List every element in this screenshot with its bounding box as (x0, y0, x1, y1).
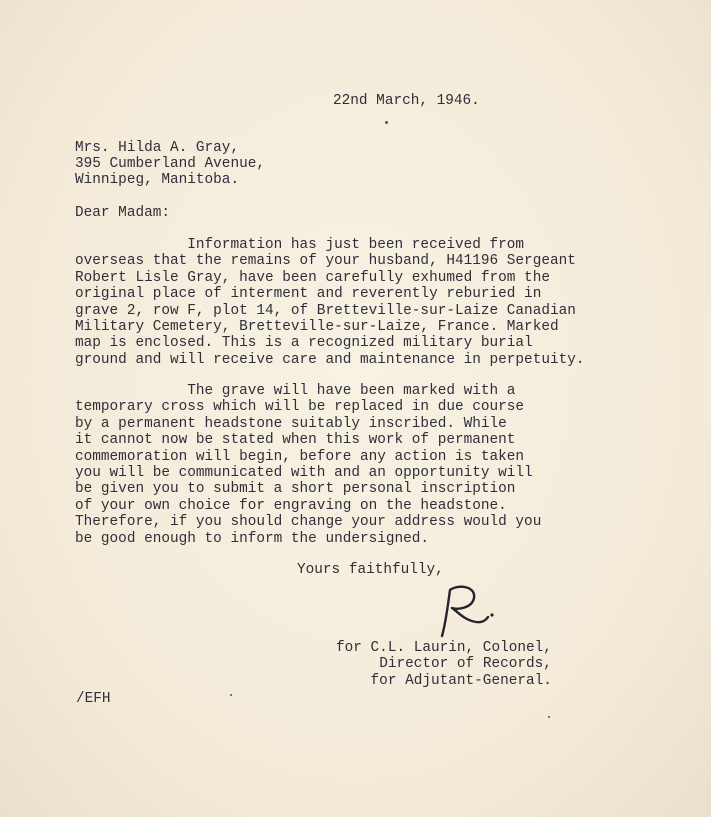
paragraph-line: be good enough to inform the undersigned. (75, 530, 430, 547)
paragraph-line: by a permanent headstone suitably inscribed. While (75, 415, 507, 432)
paragraph-line: overseas that the remains of your husband, H41196 Sergeant (75, 253, 576, 270)
paragraph-line: grave 2, row F, plot 14, of Bretteville-sur-Laize Canadian (75, 302, 576, 319)
paragraph-line: Information has just been received from (75, 237, 525, 253)
ink-speck (230, 694, 232, 696)
paragraph-2 (75, 383, 541, 547)
paragraph-line: you will be communicated with and an opportunity will (75, 465, 533, 482)
ink-speck (548, 716, 550, 718)
recipient-street: 395 Cumberland Avenue, (75, 156, 265, 172)
paragraph-line: of your own choice for engraving on the headstone. (75, 497, 507, 514)
closing: Yours faithfully, (297, 562, 444, 578)
signer-line: Director of Records, (379, 656, 552, 673)
signer-line: for C.L. Laurin, Colonel, (336, 640, 552, 656)
paragraph-line: be given you to submit a short personal inscription (75, 481, 516, 498)
reference-initials: /EFH (76, 691, 111, 707)
ink-speck (385, 121, 388, 124)
paragraph-line: Military Cemetery, Bretteville-sur-Laize, France. Marked (75, 319, 559, 336)
salutation: Dear Madam: (75, 205, 170, 221)
paragraph-line: temporary cross which will be replaced in due course (75, 399, 525, 416)
paragraph-line: The grave will have been marked with a (75, 383, 516, 399)
letter-date: 22nd March, 1946. (333, 93, 480, 109)
paragraph-line: Therefore, if you should change your address would you (75, 514, 542, 531)
paragraph-1 (75, 237, 585, 368)
handwritten-signature (428, 582, 498, 638)
paragraph-line: ground and will receive care and maintenance in perpetuity. (75, 351, 585, 368)
signer-line: for Adjutant-General. (370, 672, 552, 689)
paragraph-line: it cannot now be stated when this work of permanent (75, 432, 516, 449)
paragraph-line: map is enclosed. This is a recognized military burial (75, 335, 533, 352)
paragraph-line: commemoration will begin, before any action is taken (75, 448, 525, 465)
paragraph-line: Robert Lisle Gray, have been carefully exhumed from the (75, 269, 550, 286)
signature-block (336, 640, 552, 689)
recipient-city: Winnipeg, Manitoba. (75, 172, 240, 188)
recipient-name: Mrs. Hilda A. Gray, (75, 140, 240, 156)
paragraph-line: original place of interment and reverently reburied in (75, 286, 542, 303)
